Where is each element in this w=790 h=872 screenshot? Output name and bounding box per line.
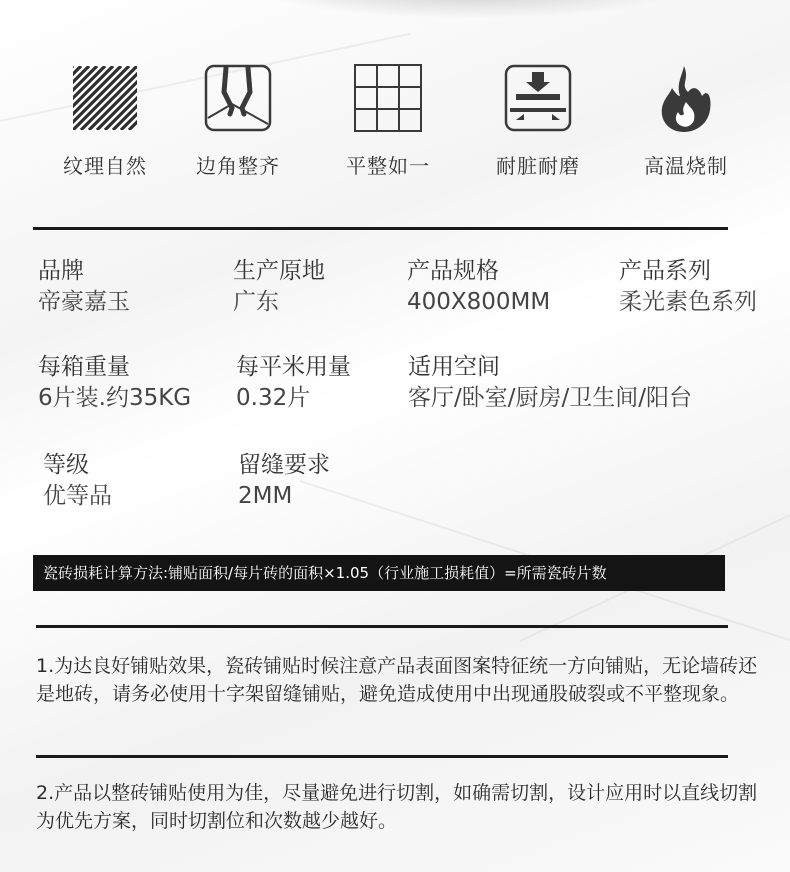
diagonal-stripes-icon bbox=[69, 62, 141, 134]
spec-grade bbox=[43, 450, 112, 512]
section-divider bbox=[36, 755, 728, 758]
spec-value: 0.32片 bbox=[236, 385, 311, 411]
section-divider bbox=[33, 227, 728, 230]
section-divider bbox=[36, 625, 728, 628]
feature-fired bbox=[611, 62, 761, 179]
spec-brand bbox=[38, 256, 130, 318]
spec-value: 6片装.约35KG bbox=[38, 385, 192, 411]
feature-label: 边角整齐 bbox=[196, 154, 280, 178]
loss-formula-banner: 瓷砖损耗计算方法:铺贴面积/每片砖的面积×1.05（行业施工损耗值）=所需瓷砖片数 bbox=[33, 555, 725, 591]
note-2: 2.产品以整砖铺贴使用为佳，尽量避免进行切割，如确需切割，设计应用时以直线切割为优先方案，同时切割位和次数越少越好。 bbox=[36, 782, 758, 832]
grid-icon bbox=[352, 62, 424, 134]
spec-value: 400X800MM bbox=[407, 289, 551, 315]
feature-texture bbox=[30, 62, 180, 179]
spec-series bbox=[619, 256, 757, 318]
spec-value: 优等品 bbox=[43, 483, 112, 509]
spec-label: 等级 bbox=[43, 452, 89, 478]
feature-durable bbox=[463, 62, 613, 179]
feature-row bbox=[30, 62, 760, 192]
feature-label: 纹理自然 bbox=[63, 154, 147, 178]
spec-label: 每箱重量 bbox=[38, 354, 130, 380]
feature-flat bbox=[313, 62, 463, 179]
note-1: 1.为达良好铺贴效果，瓷砖铺贴时候注意产品表面图案特征统一方向铺贴，无论墙砖还是地砖，请务必使用十字架留缝铺贴，避免造成使用中出现通股破裂或不平整现象。 bbox=[36, 655, 758, 705]
spec-per-sqm bbox=[236, 352, 351, 414]
spec-value: 2MM bbox=[238, 483, 293, 509]
feature-edges bbox=[163, 62, 313, 179]
spec-box-weight bbox=[38, 352, 191, 414]
spec-joint bbox=[238, 450, 330, 512]
feature-label: 高温烧制 bbox=[644, 154, 728, 178]
spec-size bbox=[407, 256, 550, 318]
spec-label: 产品规格 bbox=[407, 258, 499, 284]
spec-value: 广东 bbox=[233, 289, 279, 315]
pliers-icon bbox=[202, 62, 274, 134]
spec-origin bbox=[233, 256, 325, 318]
flame-icon bbox=[650, 62, 722, 134]
spec-label: 生产原地 bbox=[233, 258, 325, 284]
spec-label: 品牌 bbox=[38, 258, 84, 284]
feature-label: 耐脏耐磨 bbox=[496, 154, 580, 178]
spec-value: 帝豪嘉玉 bbox=[38, 289, 130, 315]
feature-label: 平整如一 bbox=[346, 154, 430, 178]
spec-label: 留缝要求 bbox=[238, 452, 330, 478]
spec-space bbox=[408, 352, 692, 414]
press-icon bbox=[502, 62, 574, 134]
spec-value: 客厅/卧室/厨房/卫生间/阳台 bbox=[408, 385, 692, 411]
spec-label: 适用空间 bbox=[408, 354, 500, 380]
spec-value: 柔光素色系列 bbox=[619, 289, 757, 315]
spec-label: 产品系列 bbox=[619, 258, 711, 284]
spec-label: 每平米用量 bbox=[236, 354, 351, 380]
